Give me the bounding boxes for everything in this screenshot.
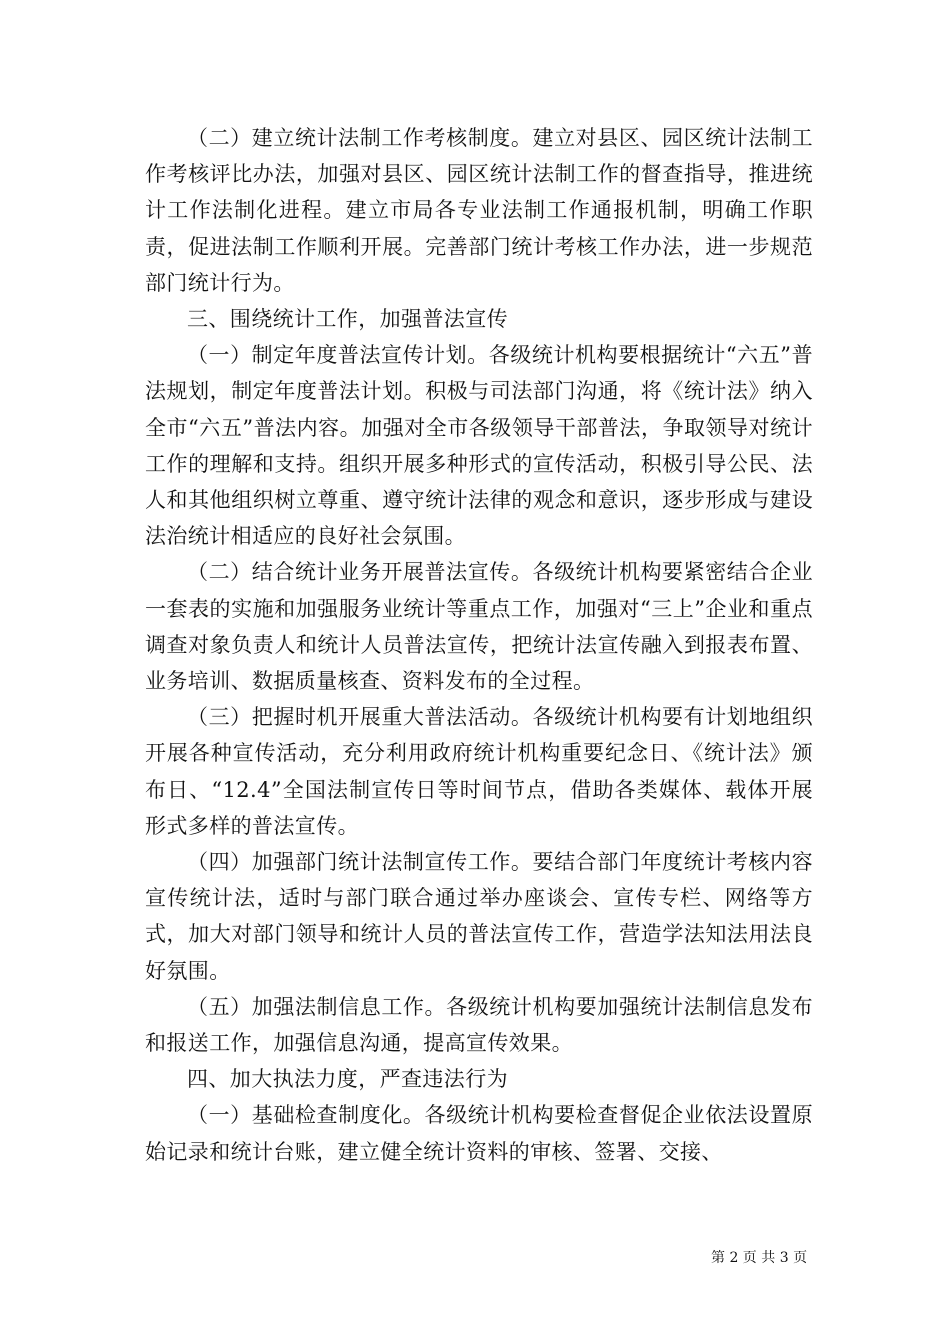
- page-number-footer: 第 2 页 共 3 页: [711, 1250, 808, 1266]
- paragraph-4-1-basic-inspection: （一）基础检查制度化。各级统计机构要检查督促企业依法设置原始记录和统计台账，建立健全统计资料的审核、签署、交接、: [145, 1103, 813, 1164]
- document-body: [145, 120, 813, 1170]
- section-heading-4: 四、加大执法力度，严查违法行为: [187, 1067, 508, 1092]
- paragraph-3-1-annual-plan: （一）制定年度普法宣传计划。各级统计机构要根据统计“六五”普法规划，制定年度普法计划。积极与司法部门沟通，将《统计法》纳入全市“六五”普法内容。加强对全市各级领导干部普法，争取领导对统计工作的理解和支持。组织开展多种形式的宣传活动，积极引导公民、法人和其他组织树立尊重、遵守统计法律的观念和意识，逐步形成与建设法治统计相适应的良好社会氛围。: [145, 343, 813, 549]
- section-heading-3: 三、围绕统计工作，加强普法宣传: [187, 307, 508, 332]
- paragraph-3-4-department-publicity: （四）加强部门统计法制宣传工作。要结合部门年度统计考核内容宣传统计法，适时与部门联合通过举办座谈会、宣传专栏、网络等方式，加大对部门领导和统计人员的普法宣传工作，营造学法知法用法良好氛围。: [145, 850, 813, 983]
- paragraph-3-5-information-work: （五）加强法制信息工作。各级统计机构要加强统计法制信息发布和报送工作，加强信息沟通，提高宣传效果。: [145, 994, 813, 1056]
- paragraph-3-2-business-publicity: （二）结合统计业务开展普法宣传。各级统计机构要紧密结合企业一套表的实施和加强服务业统计等重点工作，加强对“三上”企业和重点调查对象负责人和统计人员普法宣传，把统计法宣传融入到报表布置、业务培训、数据质量核查、资料发布的全过程。: [145, 560, 813, 694]
- paragraph-3-3-major-activities: （三）把握时机开展重大普法活动。各级统计机构要有计划地组织开展各种宣传活动，充分利用政府统计机构重要纪念日、《统计法》颁布日、“12.4”全国法制宣传日等时间节点，借助各类媒体、载体开展形式多样的普法宣传。: [145, 705, 813, 838]
- paragraph-2-1-evaluation-system: （二）建立统计法制工作考核制度。建立对县区、园区统计法制工作考核评比办法，加强对县区、园区统计法制工作的督查指导，推进统计工作法制化进程。建立市局各专业法制工作通报机制，明确工作职责，促进法制工作顺利开展。完善部门统计考核工作办法，进一步规范部门统计行为。: [145, 126, 813, 295]
